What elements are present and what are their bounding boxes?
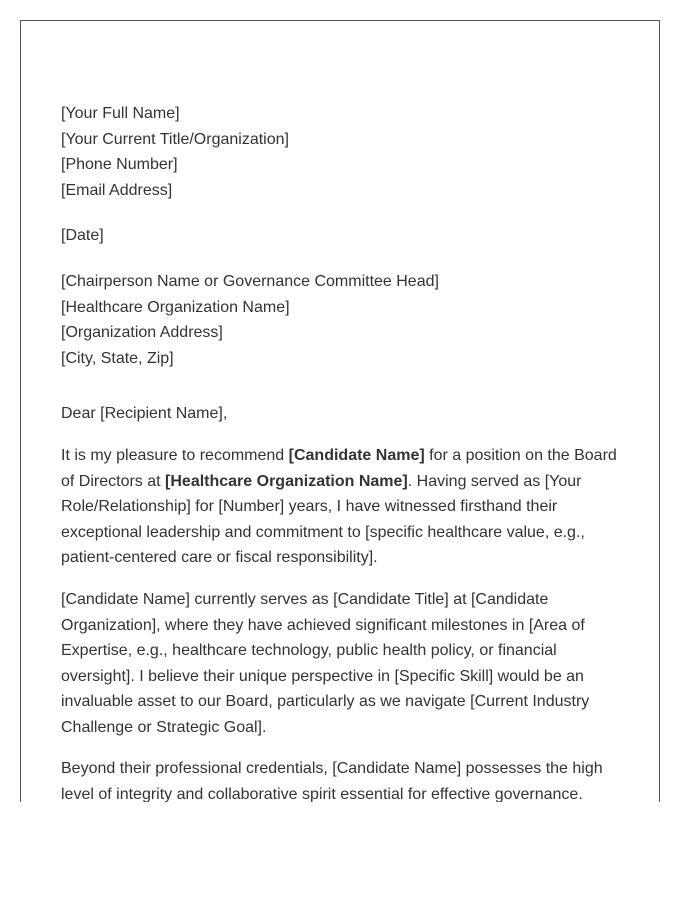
recipient-name: [Chairperson Name or Governance Committee Head] [61,272,439,290]
recipient-organization: [Healthcare Organization Name] [61,298,290,316]
sender-block [61,101,626,203]
paragraph-1-text-c: . Having served as [Your Role/Relationship] for [Number] years, I have witnessed firsthand their exceptional leadership and commitment to [specific healthcare value, e.g., patient-centered care or fiscal responsibility]. [61,472,585,567]
paragraph-3: Beyond their professional credentials, [Candidate Name] possesses the high level of integrity and collaborative spirit essential for effective governance. [61,760,603,802]
sender-email: [Email Address] [61,181,173,199]
paragraph-1-text-a: It is my pleasure to recommend [61,446,289,464]
letter-body [61,101,626,802]
letter-page [20,20,660,802]
recipient-address: [Organization Address] [61,324,223,342]
sender-phone: [Phone Number] [61,156,178,174]
sender-title: [Your Current Title/Organization] [61,130,289,148]
candidate-name-bold: [Candidate Name] [288,446,425,464]
salutation: Dear [Recipient Name], [61,405,228,423]
date-text: [Date] [61,227,104,245]
organization-name-bold: [Healthcare Organization Name] [165,472,408,490]
recipient-block [61,269,626,371]
paragraph-2: [Candidate Name] currently serves as [Candidate Title] at [Candidate Organization], where they have achieved significant milestones in [Area of Expertise, e.g., healthcare technology, public health policy, or financial oversight]. I believe their unique perspective in [Specific Skill] would be an invaluable asset to our Board, particularly as we navigate [Current Industry Challenge or Strategic Goal]. [61,590,590,736]
paragraph-1-text-b: for a position on the Board of Directors at [61,446,617,490]
paragraph-1 [61,443,626,571]
sender-name: [Your Full Name] [61,105,180,122]
letter-date [61,223,626,249]
recipient-city-state-zip: [City, State, Zip] [61,349,174,367]
